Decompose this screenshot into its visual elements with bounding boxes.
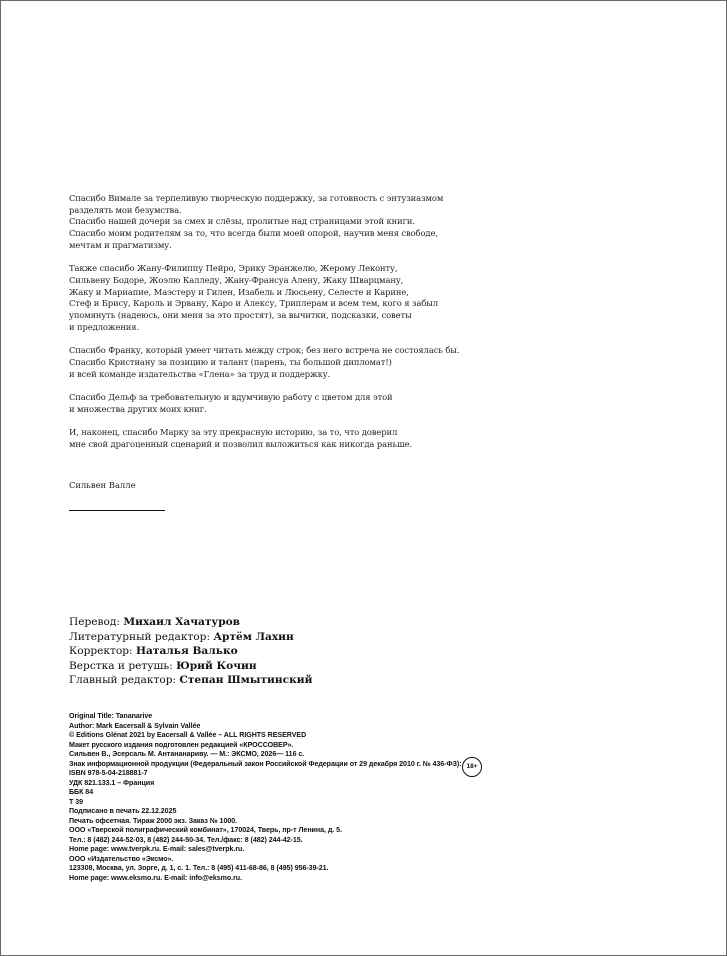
imprint-line: Подписано в печать 22.12.2025 bbox=[69, 807, 177, 815]
ack-line: упомянуть (надеюсь, они меня за это простят), за вычитки, подсказки, советы bbox=[69, 310, 412, 321]
credit-proofreader bbox=[69, 644, 312, 659]
ack-paragraph-4 bbox=[69, 392, 469, 415]
ack-line: Стеф и Брису, Кароль и Эрвану, Каро и Алексу, Триплерам и всем тем, кого я забыл bbox=[69, 298, 439, 309]
imprint bbox=[69, 712, 462, 883]
imprint-line: ISBN 978-5-04-218881-7 bbox=[69, 769, 148, 777]
credit-layout bbox=[69, 659, 312, 674]
imprint-line: Home page: www.tverpk.ru. E-mail: sales@tverpk.ru. bbox=[69, 845, 245, 853]
ack-line: Спасибо Вимале за терпеливую творческую поддержку, за готовность с энтузиазмом bbox=[69, 193, 444, 203]
ack-line: Спасибо Франку, который умеет читать между строк; без него встреча не состоялась бы. bbox=[69, 345, 460, 356]
ack-line: разделять мои безумства. bbox=[69, 204, 182, 215]
ack-line: и всей команде издательства «Глена» за труд и поддержку. bbox=[69, 368, 331, 379]
imprint-line: ООО «Издательство «Эксмо». bbox=[69, 854, 174, 863]
credit-literary-editor bbox=[69, 630, 312, 645]
imprint-line: © Editions Glénat 2021 by Eacersall & Vallée – ALL RIGHTS RESERVED bbox=[69, 731, 307, 739]
imprint-line: ООО «Тверской полиграфический комбинат», 170024, Тверь, пр-т Ленина, д. 5. bbox=[69, 826, 342, 834]
ack-line: мечтам и прагматизму. bbox=[69, 239, 172, 250]
credit-role: Перевод: bbox=[69, 616, 124, 628]
imprint-line: Т 39 bbox=[69, 797, 83, 806]
ack-paragraph-1 bbox=[69, 193, 469, 252]
imprint-line: Макет русского издания подготовлен редакцией «КРОССОВЕР». bbox=[69, 740, 294, 749]
acknowledgements bbox=[69, 193, 469, 462]
credits bbox=[69, 615, 312, 688]
imprint-line: 123308, Москва, ул. Зорге, д. 1, с. 1. Тел.: 8 (495) 411-68-86, 8 (495) 956-39-21. bbox=[69, 864, 329, 872]
imprint-line: Original Title: Tananarive bbox=[69, 712, 153, 720]
ack-line: Спасибо моим родителям за то, что всегда были моей опорой, научив меня свободе, bbox=[69, 228, 438, 239]
imprint-line: Home page: www.eksmo.ru. E-mail: info@eksmo.ru. bbox=[69, 873, 243, 882]
signature-rule bbox=[69, 510, 165, 511]
ack-line: Спасибо нашей дочери за смех и слёзы, пролитые над страницами этой книги. bbox=[69, 216, 415, 227]
ack-line: Жаку и Мариапие, Маэстеру и Гилен, Изабель и Люсьену, Селесте и Карине, bbox=[69, 286, 409, 297]
credit-role: Корректор: bbox=[69, 645, 136, 658]
ack-line: Также спасибо Жану-Филиппу Пейро, Эрику Эранжелю, Жерому Леконту, bbox=[69, 263, 398, 274]
imprint-line: УДК 821.133.1 – Франция bbox=[69, 778, 155, 787]
imprint-line: ББК 84 bbox=[69, 788, 94, 796]
imprint-line: Тел.: 8 (482) 244-52-03, 8 (482) 244-50-34. Тел./факс: 8 (482) 244-42-15. bbox=[69, 835, 303, 844]
credit-role: Главный редактор: bbox=[69, 674, 180, 687]
ack-line: мне свой драгоценный сценарий и позволил выложиться как никогда раньше. bbox=[69, 438, 413, 449]
credit-name: Наталья Валько bbox=[136, 645, 238, 658]
credit-name: Степан Шмытинский bbox=[179, 674, 313, 687]
age-rating-badge: 18+ bbox=[462, 757, 482, 777]
credit-role: Верстка и ретушь: bbox=[69, 659, 177, 672]
credit-chief-editor bbox=[69, 673, 312, 688]
ack-line: И, наконец, спасибо Марку за эту прекрасную историю, за то, что доверил bbox=[69, 427, 398, 437]
ack-line: Спасибо Кристиану за позицию и талант (парень, ты большой дипломат!) bbox=[69, 356, 392, 367]
credit-name: Михаил Хачатуров bbox=[123, 616, 241, 628]
ack-line: Спасибо Дельф за требовательную и вдумчивую работу с цветом для этой bbox=[69, 391, 393, 402]
imprint-line: Знак информационной продукции (Федеральный закон Российской Федерации от 29 декабря 2010 г. № 436-ФЗ): bbox=[69, 759, 462, 768]
ack-paragraph-5 bbox=[69, 427, 469, 450]
signature: Сильвен Валле bbox=[69, 480, 136, 490]
imprint-line: Author: Mark Eacersall & Sylvain Vallée bbox=[69, 721, 201, 730]
ack-paragraph-2 bbox=[69, 263, 469, 333]
credit-name: Юрий Кочин bbox=[176, 659, 257, 672]
credit-name: Артём Лахин bbox=[213, 630, 294, 643]
credit-translator bbox=[69, 615, 312, 630]
imprint-line: Сильвен В., Эсерсаль М. Антананариву. — М.: ЭКСМО, 2026— 116 с. bbox=[69, 750, 305, 758]
ack-line: и предложения. bbox=[69, 321, 140, 332]
imprint-line: Печать офсетная. Тираж 2000 экз. Заказ № 1000. bbox=[69, 816, 238, 825]
ack-line: и множества других моих книг. bbox=[69, 403, 207, 414]
ack-paragraph-3 bbox=[69, 345, 469, 380]
ack-line: Сильвену Бодоре, Жоэлю Калледу, Жану-Франсуа Алену, Жаку Шварцману, bbox=[69, 274, 404, 285]
credit-role: Литературный редактор: bbox=[69, 630, 214, 643]
